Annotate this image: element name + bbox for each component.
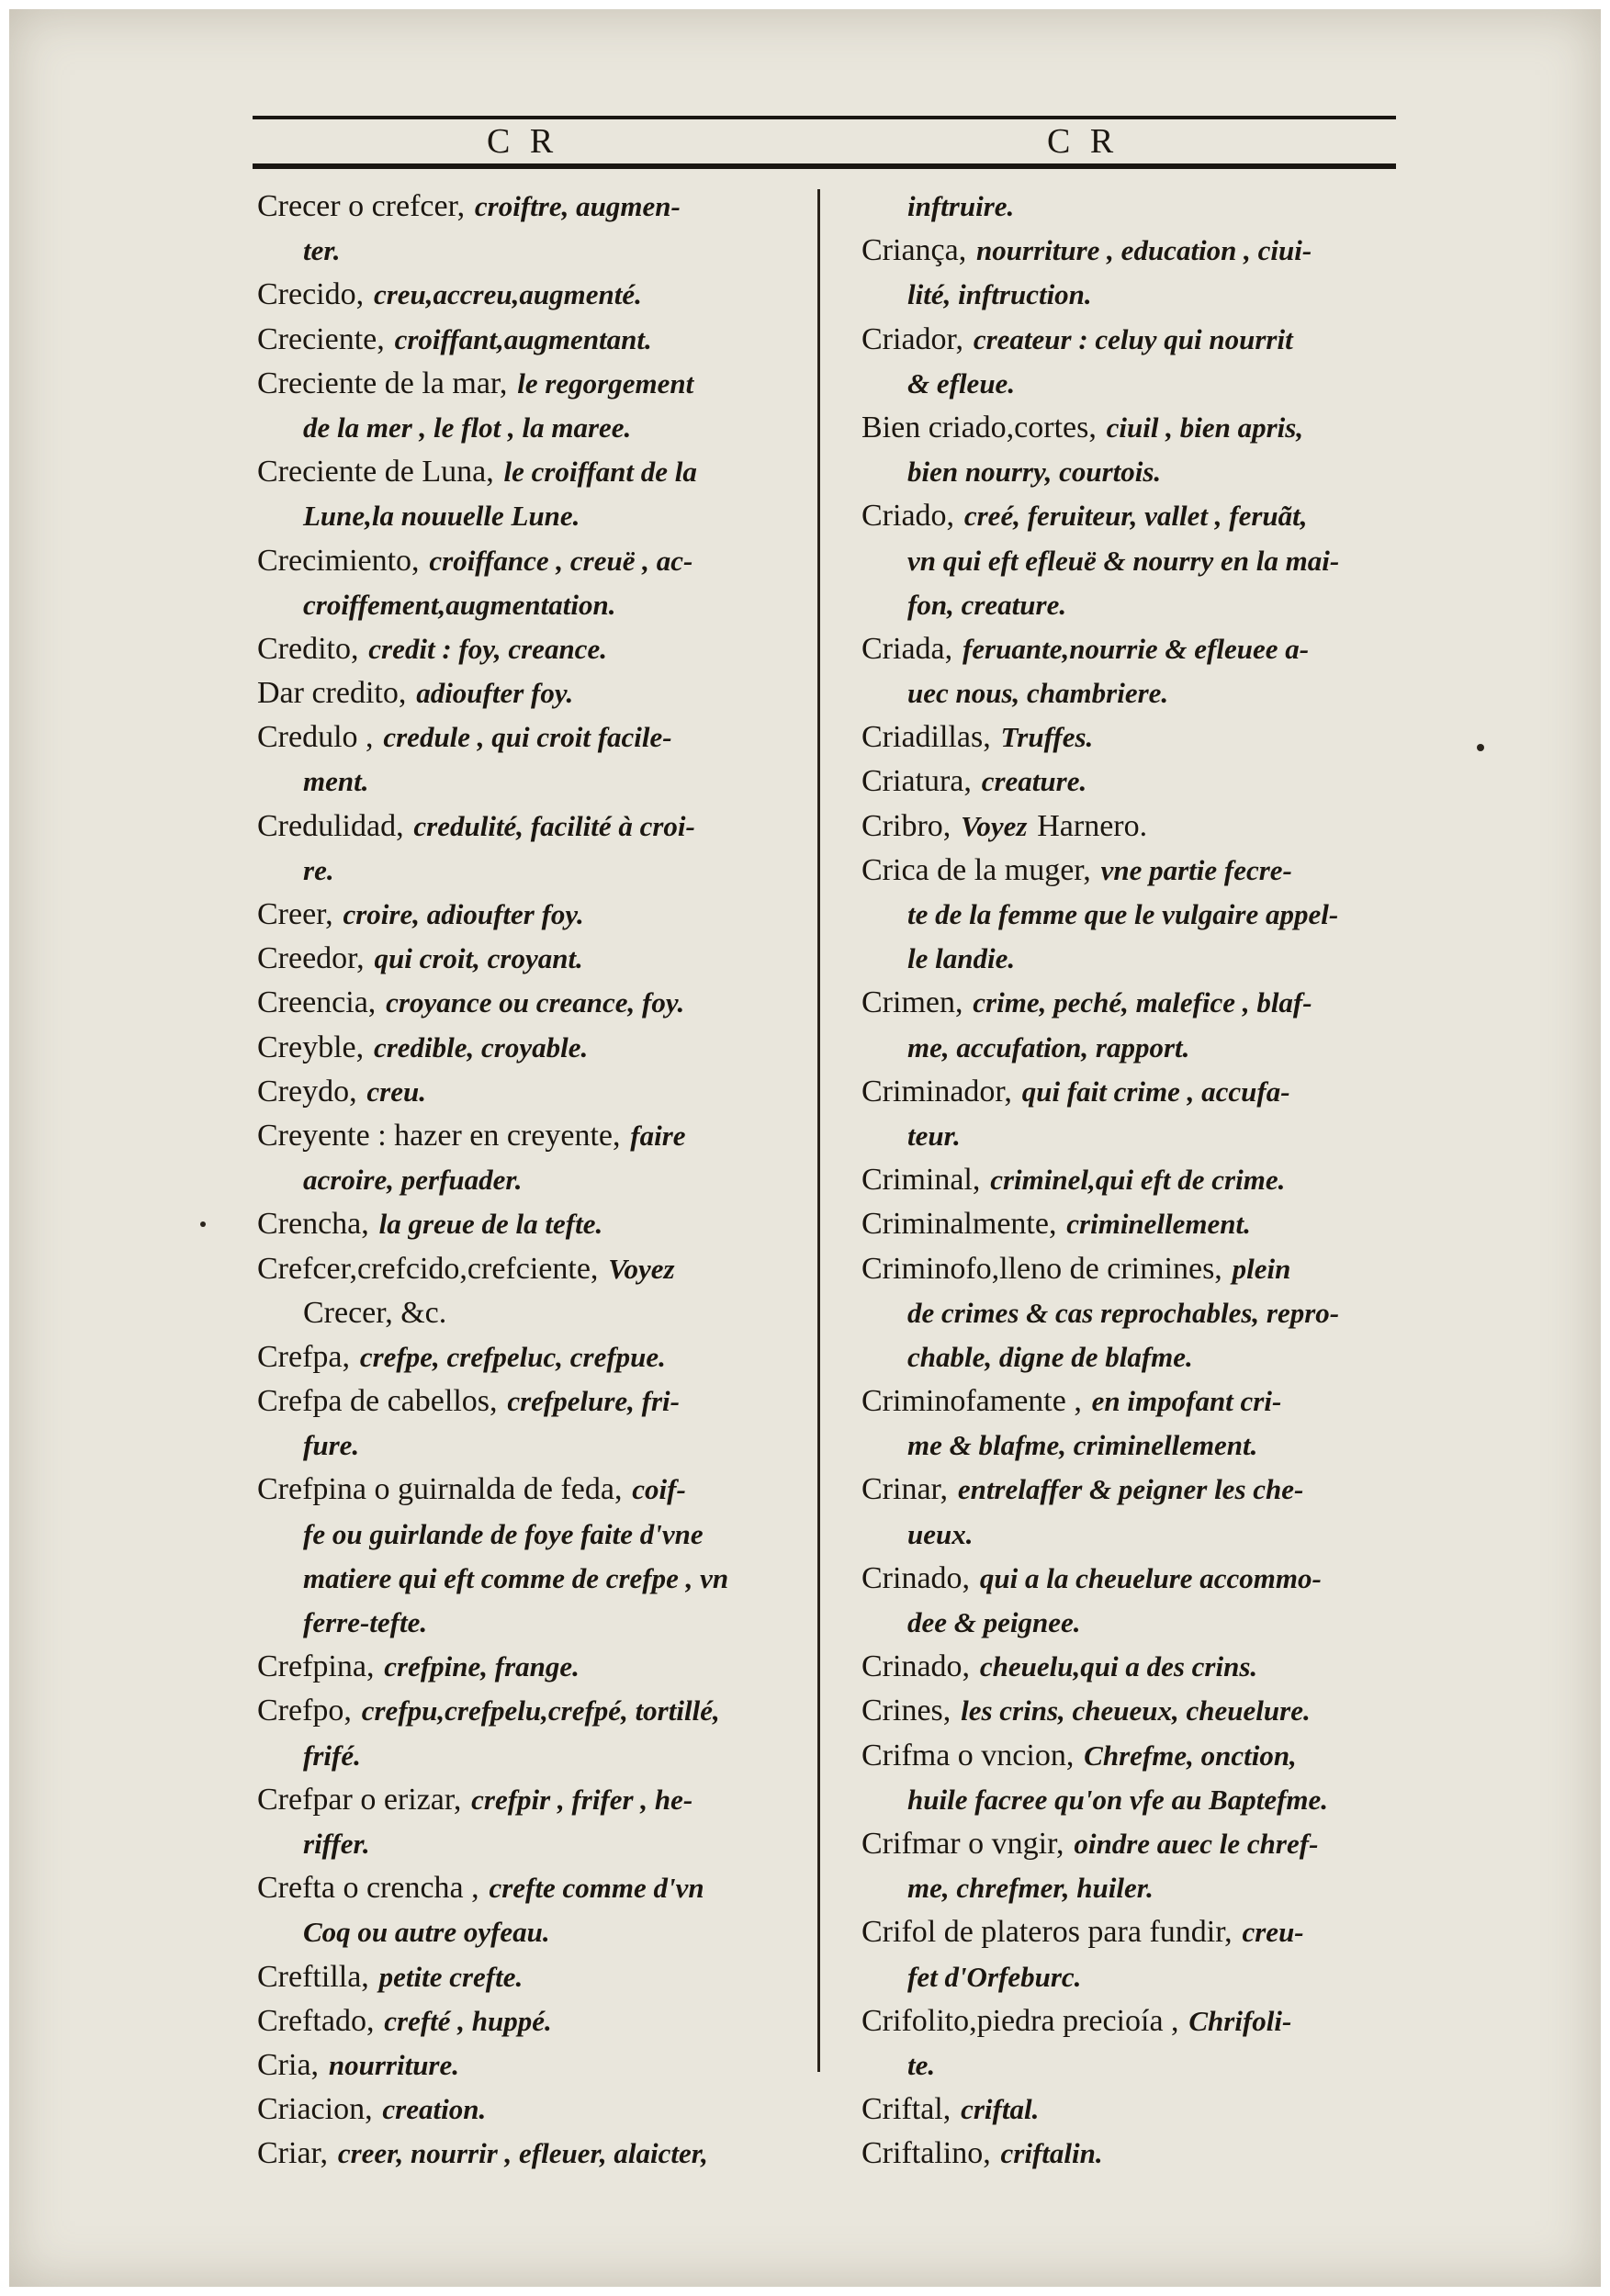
dictionary-line xyxy=(861,1512,1422,1556)
dictionary-line xyxy=(257,317,808,361)
headword: Criado, xyxy=(861,499,955,534)
dictionary-line xyxy=(257,804,808,848)
translation: ueux. xyxy=(907,1517,974,1550)
headword: Criada, xyxy=(861,631,953,666)
dictionary-line xyxy=(257,715,808,759)
dictionary-line xyxy=(257,1600,808,1644)
dictionary-line xyxy=(257,1334,808,1379)
dictionary-line xyxy=(257,1954,808,1998)
dictionary-line xyxy=(861,1113,1422,1157)
dictionary-line xyxy=(861,538,1422,582)
dictionary-line xyxy=(257,1821,808,1865)
translation: dee & peignee. xyxy=(907,1606,1081,1638)
translation: ter. xyxy=(303,234,341,267)
translation: croiffance , creuë , ac- xyxy=(429,544,693,577)
dictionary-line xyxy=(257,1512,808,1556)
dictionary-line xyxy=(861,1246,1422,1290)
translation: coif- xyxy=(632,1473,686,1506)
headword: Criador, xyxy=(861,321,963,356)
translation: croiffant,augmentant. xyxy=(394,322,652,355)
dictionary-line xyxy=(861,1379,1422,1423)
translation: creature. xyxy=(981,765,1087,798)
headword: Crinar, xyxy=(861,1472,948,1507)
headword: Creer, xyxy=(257,897,333,931)
translation: me & blafme, criminellement. xyxy=(907,1429,1258,1462)
headword: Criatura, xyxy=(861,764,972,799)
dictionary-line xyxy=(861,892,1422,936)
translation: plein xyxy=(1232,1252,1291,1285)
column-divider xyxy=(817,189,820,2072)
dictionary-line xyxy=(861,2131,1422,2175)
translation: Lune,la nouuelle Lune. xyxy=(303,500,580,533)
dictionary-line xyxy=(257,1069,808,1113)
translation: crime, peché, malefice , blaf- xyxy=(973,986,1312,1019)
dictionary-line xyxy=(861,582,1422,626)
dictionary-line xyxy=(861,2087,1422,2131)
headword: Crefta o crencha , xyxy=(257,1871,479,1906)
dictionary-line xyxy=(257,1201,808,1245)
translation: crefpe, crefpeluc, crefpue. xyxy=(359,1340,666,1373)
translation: criminellement. xyxy=(1066,1208,1251,1241)
translation: creation. xyxy=(382,2093,487,2126)
translation: Voyez xyxy=(961,809,1028,842)
translation: feruante,nourrie & efleuee a- xyxy=(962,632,1310,665)
translation: inftruire. xyxy=(907,190,1015,222)
headword: Criminofo,lleno de crimines, xyxy=(861,1251,1222,1286)
dictionary-line xyxy=(257,2131,808,2175)
translation: crefté , huppé. xyxy=(384,2004,552,2037)
translation: en impofant cri- xyxy=(1091,1385,1282,1418)
dictionary-line xyxy=(257,759,808,803)
headword: Criacion, xyxy=(257,2092,373,2127)
headword: Crecer o crefcer, xyxy=(257,189,466,223)
translation: criminel,qui eft de crime. xyxy=(990,1164,1286,1197)
translation: creu- xyxy=(1242,1916,1304,1949)
headword: Creftado, xyxy=(257,2003,375,2038)
translation: de la mer , le flot , la maree. xyxy=(303,411,632,444)
translation: acroire, perfuader. xyxy=(303,1164,523,1197)
translation: croiffement,augmentation. xyxy=(303,588,616,621)
headword: Crecido, xyxy=(257,277,365,312)
translation: me, chrefmer, huiler. xyxy=(907,1872,1154,1905)
dictionary-line xyxy=(861,1644,1422,1688)
dictionary-line xyxy=(861,1467,1422,1511)
dictionary-line xyxy=(257,1246,808,1290)
dictionary-line xyxy=(257,1865,808,1909)
dictionary-line xyxy=(257,2043,808,2087)
dictionary-line xyxy=(257,449,808,493)
headword: Creciente de la mar, xyxy=(257,366,508,400)
dictionary-line xyxy=(257,361,808,405)
translation: fon, creature. xyxy=(907,588,1067,621)
dictionary-line xyxy=(861,1290,1422,1334)
headword: Criftalino, xyxy=(861,2136,991,2171)
translation: criftalin. xyxy=(1000,2137,1103,2170)
headword: Crefcer,crefcido,crefciente, xyxy=(257,1251,599,1286)
dictionary-line xyxy=(861,715,1422,759)
headword: Creciente de Luna, xyxy=(257,455,494,490)
translation: fure. xyxy=(303,1429,360,1462)
headword: Crica de la muger, xyxy=(861,852,1091,887)
running-head-left: C R xyxy=(487,122,559,161)
dictionary-line xyxy=(861,1909,1422,1953)
headword: Criar, xyxy=(257,2136,328,2171)
dictionary-line xyxy=(861,804,1422,848)
dictionary-line xyxy=(861,1600,1422,1644)
dictionary-line xyxy=(861,1688,1422,1732)
header-rule-bottom xyxy=(253,163,1396,169)
translation: riffer. xyxy=(303,1827,370,1860)
translation: bien nourry, courtois. xyxy=(907,456,1162,489)
headword: Criminofamente , xyxy=(861,1384,1082,1419)
translation: chable, digne de blafme. xyxy=(907,1340,1193,1373)
dictionary-line xyxy=(861,1069,1422,1113)
dictionary-line xyxy=(861,405,1422,449)
headword: Creyble, xyxy=(257,1030,365,1064)
translation: frifé. xyxy=(303,1739,361,1772)
headword: Crefpa de cabellos, xyxy=(257,1384,498,1419)
dictionary-line xyxy=(861,1025,1422,1069)
dictionary-line xyxy=(257,582,808,626)
headword: Crecer, &c. xyxy=(303,1295,447,1330)
translation: re. xyxy=(303,853,334,886)
translation: la greue de la tefte. xyxy=(378,1208,603,1241)
dictionary-line xyxy=(861,1201,1422,1245)
dictionary-line xyxy=(257,892,808,936)
headword: Crefpo, xyxy=(257,1694,352,1728)
translation: credible, croyable. xyxy=(373,1030,589,1064)
translation: le croiffant de la xyxy=(503,456,697,489)
translation: crefte comme d'vn xyxy=(489,1872,704,1905)
translation: lité, inftruction. xyxy=(907,278,1092,311)
translation: uec nous, chambriere. xyxy=(907,677,1169,710)
translation: creu,accreu,augmenté. xyxy=(373,278,642,311)
translation: qui croit, croyant. xyxy=(374,942,583,975)
translation: le landie. xyxy=(907,942,1016,975)
headword: Criança, xyxy=(861,233,967,268)
translation: cheuelu,qui a des crins. xyxy=(979,1650,1258,1683)
translation: oindre auec le chref- xyxy=(1074,1827,1319,1860)
dictionary-line xyxy=(257,1733,808,1777)
running-head-right: C R xyxy=(1047,122,1120,161)
headword: Crefpar o erizar, xyxy=(257,1782,462,1817)
dictionary-line xyxy=(861,1556,1422,1600)
headword: Crifma o vncion, xyxy=(861,1738,1075,1773)
dictionary-line xyxy=(861,361,1422,405)
dictionary-line xyxy=(861,759,1422,803)
dictionary-line xyxy=(257,1025,808,1069)
translation: croyance ou creance, foy. xyxy=(386,986,685,1019)
translation: croiftre, augmen- xyxy=(474,190,681,222)
headword: Criminal, xyxy=(861,1163,981,1198)
ink-speck xyxy=(1477,744,1484,751)
translation: vn qui eft efleuë & nourry en la mai- xyxy=(907,544,1340,577)
translation: Chrefme, onction, xyxy=(1084,1739,1297,1772)
translation: petite crefte. xyxy=(378,1960,524,1993)
translation: credulité, facilité à croi- xyxy=(413,809,695,842)
headword: Criftal, xyxy=(861,2092,951,2127)
headword: Harnero. xyxy=(1037,808,1148,843)
dictionary-line xyxy=(861,2043,1422,2087)
headword: Crefpina, xyxy=(257,1649,375,1684)
translation: & efleue. xyxy=(907,366,1016,400)
translation: le regorgement xyxy=(517,366,694,400)
dictionary-line xyxy=(257,670,808,715)
translation: ferre-tefte. xyxy=(303,1606,428,1638)
headword: Creencia, xyxy=(257,985,377,1020)
translation: credule , qui croit facile- xyxy=(383,721,672,754)
dictionary-line xyxy=(257,1909,808,1953)
dictionary-line xyxy=(257,848,808,892)
translation: de crimes & cas reprochables, repro- xyxy=(907,1296,1340,1329)
translation: fe ou guirlande de foye faite d'vne xyxy=(303,1517,704,1550)
dictionary-line xyxy=(861,1733,1422,1777)
translation: creé, feruiteur, vallet , feruãt, xyxy=(963,500,1308,533)
headword: Creftilla, xyxy=(257,1959,369,1994)
translation: Voyez xyxy=(608,1252,675,1285)
translation: createur : celuy qui nourrit xyxy=(973,322,1293,355)
translation: faire xyxy=(630,1119,686,1152)
headword: Crefpina o guirnalda de feda, xyxy=(257,1472,623,1507)
book-page xyxy=(9,9,1601,2287)
dictionary-line xyxy=(861,980,1422,1024)
translation: ciuil , bien apris, xyxy=(1106,411,1304,444)
ink-speck xyxy=(200,1221,206,1227)
dictionary-line xyxy=(861,272,1422,316)
translation: ment. xyxy=(303,765,369,798)
dictionary-line xyxy=(861,670,1422,715)
translation: creer, nourrir , efleuer, alaicter, xyxy=(337,2137,708,2170)
dictionary-line xyxy=(861,1865,1422,1909)
translation: crefpelure, fri- xyxy=(507,1385,680,1418)
right-column xyxy=(861,184,1422,2175)
translation: huile facree qu'on vfe au Baptefme. xyxy=(907,1783,1329,1816)
headword: Criminador, xyxy=(861,1074,1012,1109)
header-rule-top xyxy=(253,116,1396,119)
dictionary-line xyxy=(257,1113,808,1157)
dictionary-line xyxy=(861,626,1422,670)
translation: entrelaffer & peigner les che- xyxy=(957,1473,1304,1506)
dictionary-line xyxy=(257,1644,808,1688)
headword: Crefpa, xyxy=(257,1339,351,1374)
translation: me, accufation, rapport. xyxy=(907,1030,1190,1064)
translation: crefpine, frange. xyxy=(384,1650,580,1683)
dictionary-line xyxy=(861,1423,1422,1467)
translation: creu. xyxy=(366,1075,426,1108)
headword: Crines, xyxy=(861,1694,951,1728)
dictionary-line xyxy=(257,1688,808,1732)
headword: Criadillas, xyxy=(861,720,991,755)
dictionary-line xyxy=(257,1423,808,1467)
dictionary-line xyxy=(257,1467,808,1511)
headword: Crencha, xyxy=(257,1207,369,1242)
dictionary-line xyxy=(861,848,1422,892)
headword: Crecimiento, xyxy=(257,543,420,578)
translation: croire, adioufter foy. xyxy=(343,898,584,930)
dictionary-line xyxy=(257,272,808,316)
translation: crefpu,crefpelu,crefpé, tortillé, xyxy=(361,1694,720,1728)
dictionary-line xyxy=(257,1556,808,1600)
headword: Criminalmente, xyxy=(861,1207,1057,1242)
dictionary-line xyxy=(861,1334,1422,1379)
dictionary-line xyxy=(257,936,808,980)
translation: te de la femme que le vulgaire appel- xyxy=(907,898,1339,930)
dictionary-line xyxy=(861,1998,1422,2043)
translation: les crins, cheueux, cheuelure. xyxy=(961,1694,1311,1728)
headword: Dar credito, xyxy=(257,676,407,711)
headword: Credulidad, xyxy=(257,808,404,843)
dictionary-line xyxy=(257,1379,808,1423)
headword: Creciente, xyxy=(257,321,385,356)
translation: Coq ou autre oyfeau. xyxy=(303,1916,550,1949)
dictionary-line xyxy=(257,228,808,272)
dictionary-line xyxy=(861,1954,1422,1998)
headword: Credulo , xyxy=(257,720,374,755)
translation: adioufter foy. xyxy=(416,677,574,710)
headword: Crinado, xyxy=(861,1560,971,1595)
dictionary-line xyxy=(257,1157,808,1201)
dictionary-line xyxy=(861,1821,1422,1865)
dictionary-line xyxy=(257,2087,808,2131)
headword: Crifmar o vngir, xyxy=(861,1826,1064,1861)
dictionary-line xyxy=(257,184,808,228)
dictionary-line xyxy=(257,1290,808,1334)
translation: qui a la cheuelure accommo- xyxy=(979,1561,1322,1594)
dictionary-line xyxy=(257,1777,808,1821)
headword: Crimen, xyxy=(861,985,963,1020)
dictionary-line xyxy=(861,184,1422,228)
dictionary-line xyxy=(861,1777,1422,1821)
translation: criftal. xyxy=(961,2093,1040,2126)
translation: credit : foy, creance. xyxy=(368,632,607,665)
translation: fet d'Orfeburc. xyxy=(907,1960,1082,1993)
headword: Creedor, xyxy=(257,941,365,976)
translation: qui fait crime , accufa- xyxy=(1021,1075,1290,1108)
headword: Credito, xyxy=(257,631,359,666)
translation: crefpir , frifer , he- xyxy=(471,1783,693,1816)
translation: Truffes. xyxy=(1000,721,1094,754)
translation: nourriture , education , ciui- xyxy=(976,234,1312,267)
dictionary-line xyxy=(257,626,808,670)
dictionary-line xyxy=(861,317,1422,361)
dictionary-line xyxy=(257,493,808,537)
headword: Crifolito,piedra precioía , xyxy=(861,2003,1179,2038)
headword: Cribro, xyxy=(861,808,951,843)
dictionary-line xyxy=(257,1998,808,2043)
headword: Cria, xyxy=(257,2047,320,2082)
translation: vne partie fecre- xyxy=(1100,853,1292,886)
dictionary-line xyxy=(257,980,808,1024)
dictionary-line xyxy=(861,493,1422,537)
translation: teur. xyxy=(907,1119,961,1152)
dictionary-line xyxy=(861,1157,1422,1201)
headword: Bien criado,cortes, xyxy=(861,410,1097,445)
translation: matiere qui eft comme de crefpe , vn xyxy=(303,1561,729,1594)
translation: Chrifoli- xyxy=(1188,2004,1292,2037)
dictionary-line xyxy=(861,228,1422,272)
left-column xyxy=(257,184,808,2175)
headword: Crifol de plateros para fundir, xyxy=(861,1915,1233,1950)
headword: Creyente : hazer en creyente, xyxy=(257,1118,621,1153)
dictionary-line xyxy=(861,449,1422,493)
dictionary-line xyxy=(257,405,808,449)
translation: nourriture. xyxy=(328,2048,460,2081)
headword: Crinado, xyxy=(861,1649,971,1684)
dictionary-line xyxy=(257,538,808,582)
dictionary-line xyxy=(861,936,1422,980)
headword: Creydo, xyxy=(257,1074,357,1109)
translation: te. xyxy=(907,2048,936,2081)
